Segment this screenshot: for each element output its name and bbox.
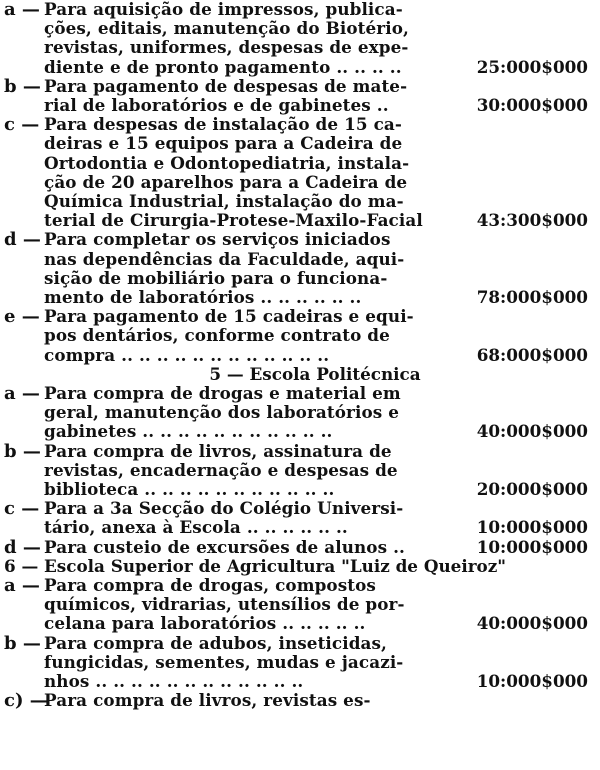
description-line: Para compra de drogas, compostos	[44, 576, 376, 596]
budget-section-faculdade	[0, 0, 600, 365]
item-amount: 40:000$000	[476, 421, 588, 442]
description-line: ção de 20 aparelhos para a Cadeira de	[44, 172, 408, 192]
description-line: nas dependências da Faculdade, aqui-	[44, 249, 405, 269]
budget-item	[0, 442, 600, 500]
description-line: Para aquisição de impressos, publica-	[44, 0, 403, 19]
section-heading-escola-agricultura	[0, 557, 600, 576]
item-letter: c —	[4, 114, 40, 136]
item-description	[44, 0, 454, 77]
description-line: ções, editais, manutenção do Biotério,	[44, 19, 409, 39]
item-amount: 30:000$000	[476, 95, 588, 116]
item-amount: 10:000$000	[476, 536, 588, 557]
item-amount: 10:000$000	[476, 671, 588, 692]
description-line: Ortodontia e Odontopediatria, instala-	[44, 153, 410, 173]
item-description	[44, 230, 454, 307]
description-line: químicos, vidrarias, utensílios de por-	[44, 595, 405, 615]
section-title: Escola Superior de Agricultura "Luiz de Queiroz"	[44, 555, 507, 576]
item-letter: d —	[4, 229, 41, 251]
description-line: revistas, uniformes, despesas de expe-	[44, 38, 409, 58]
description-line: Para custeio de excursões de alunos ..	[44, 537, 405, 557]
budget-section-escola-agricultura	[0, 576, 600, 710]
description-line: deiras e 15 equipos para a Cadeira de	[44, 134, 403, 154]
description-line: celana para laboratórios .. .. .. .. ..	[44, 614, 366, 634]
budget-item	[0, 307, 600, 365]
item-amount: 43:300$000	[476, 210, 588, 231]
item-amount: 20:000$000	[476, 479, 588, 500]
item-description	[44, 691, 454, 710]
budget-item	[0, 115, 600, 230]
section-heading-escola-politecnica: 5 — Escola Politécnica	[209, 363, 421, 384]
description-line: Para compra de drogas e material em	[44, 384, 401, 404]
item-letter: c —	[4, 498, 40, 520]
budget-item	[0, 77, 600, 115]
budget-item	[0, 691, 600, 710]
description-line: Para pagamento de despesas de mate-	[44, 76, 408, 96]
description-line: mento de laboratórios .. .. .. .. .. ..	[44, 288, 362, 308]
item-amount: 68:000$000	[476, 344, 588, 365]
item-description	[44, 538, 454, 557]
budget-item	[0, 0, 600, 77]
item-description	[44, 442, 454, 500]
description-line: gabinetes .. .. .. .. .. .. .. .. .. .. ..	[44, 422, 333, 442]
description-line: diente e de pronto pagamento .. .. .. ..	[44, 57, 402, 77]
description-line: Para compra de adubos, inseticidas,	[44, 633, 387, 653]
budget-item	[0, 634, 600, 692]
item-letter: a —	[4, 383, 40, 405]
description-line: fungicidas, sementes, mudas e jacazi-	[44, 652, 404, 672]
item-letter: c) —	[4, 690, 48, 712]
budget-item	[0, 384, 600, 442]
item-amount: 10:000$000	[476, 517, 588, 538]
item-description	[44, 576, 454, 634]
item-letter: b —	[4, 440, 41, 462]
description-line: Para pagamento de 15 cadeiras e equi-	[44, 307, 414, 327]
item-description	[44, 384, 454, 442]
description-line: revistas, encadernação e despesas de	[44, 460, 398, 480]
item-description	[44, 77, 454, 115]
budget-item	[0, 499, 600, 537]
item-description	[44, 307, 454, 365]
description-line: Para compra de livros, revistas es-	[44, 691, 371, 711]
item-letter: b —	[4, 75, 41, 97]
section-number: 6 —	[4, 555, 39, 576]
description-line: Química Industrial, instalação do ma-	[44, 192, 404, 212]
description-line: Para completar os serviços iniciados	[44, 230, 391, 250]
description-line: Para despesas de instalação de 15 ca-	[44, 115, 402, 135]
description-line: sição de mobiliário para o funciona-	[44, 268, 388, 288]
description-line: rial de laboratórios e de gabinetes ..	[44, 96, 389, 116]
description-line: Para a 3a Secção do Colégio Universi-	[44, 499, 404, 519]
description-line: Para compra de livros, assinatura de	[44, 441, 392, 461]
budget-item	[0, 576, 600, 634]
description-line: biblioteca .. .. .. .. .. .. .. .. .. .. ..	[44, 480, 335, 500]
item-description	[44, 499, 454, 537]
item-letter: d —	[4, 536, 41, 558]
item-amount: 25:000$000	[476, 56, 588, 77]
item-description	[44, 634, 454, 692]
description-line: terial de Cirurgia-Protese-Maxilo-Facial	[44, 211, 423, 231]
item-amount: 78:000$000	[476, 287, 588, 308]
budget-item	[0, 538, 600, 557]
budget-item	[0, 230, 600, 307]
description-line: compra .. .. .. .. .. .. .. .. .. .. .. ..	[44, 345, 330, 365]
description-line: pos dentários, conforme contrato de	[44, 326, 390, 346]
item-letter: e —	[4, 306, 40, 328]
budget-section-escola-politecnica	[0, 384, 600, 557]
description-line: geral, manutenção dos laboratórios e	[44, 403, 399, 423]
item-letter: a —	[4, 0, 40, 20]
item-description	[44, 115, 454, 230]
item-letter: b —	[4, 632, 41, 654]
description-line: nhos .. .. .. .. .. .. .. .. .. .. .. ..	[44, 672, 304, 692]
description-line: tário, anexa à Escola .. .. .. .. .. ..	[44, 518, 348, 538]
item-letter: a —	[4, 575, 40, 597]
item-amount: 40:000$000	[476, 613, 588, 634]
